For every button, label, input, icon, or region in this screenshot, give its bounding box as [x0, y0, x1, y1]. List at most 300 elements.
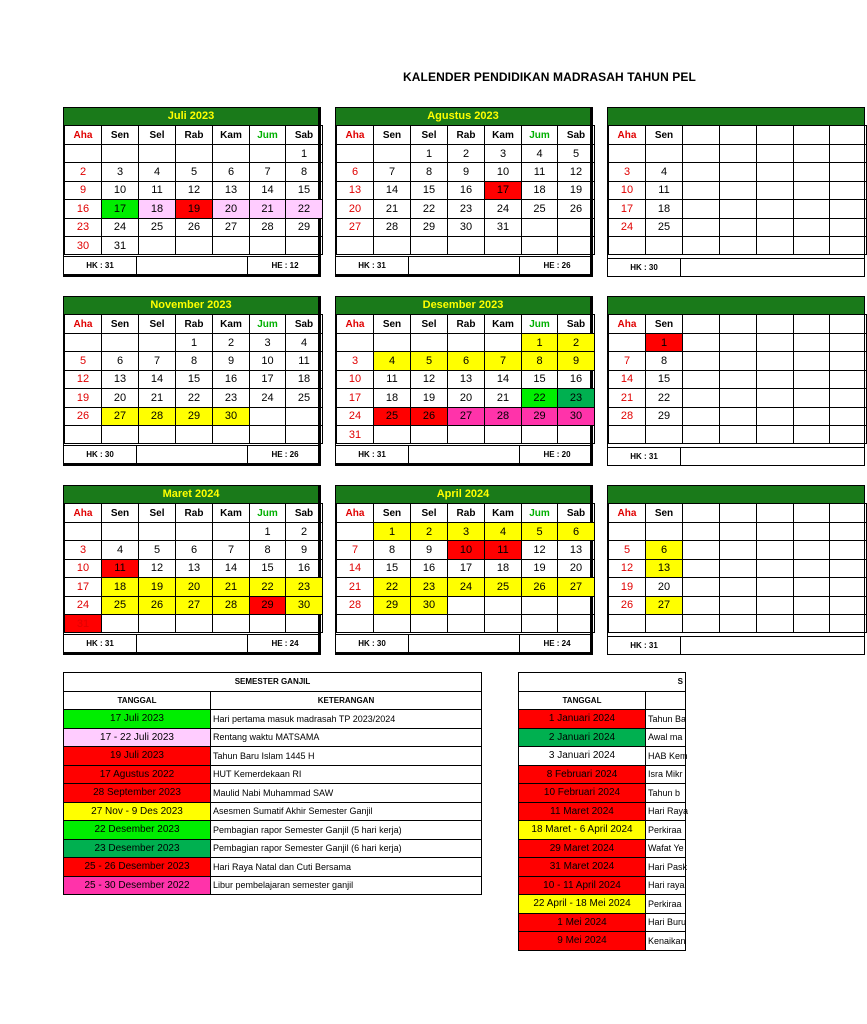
day-cell: 29	[522, 407, 558, 425]
day-cell	[757, 334, 794, 352]
day-cell: 12	[176, 181, 213, 199]
day-cell: 20	[213, 200, 250, 218]
day-cell: 14	[213, 559, 250, 577]
day-name-kam: Kam	[213, 315, 250, 334]
day-name-sel: Sel	[411, 504, 448, 523]
day-cell: 16	[411, 559, 448, 577]
day-cell: 22	[411, 200, 448, 218]
day-cell	[683, 596, 720, 614]
day-cell	[830, 370, 867, 388]
week-row	[65, 559, 323, 577]
day-cell: 6	[213, 163, 250, 181]
day-cell	[683, 181, 720, 199]
day-name-jum: Jum	[522, 126, 558, 145]
day-cell: 14	[250, 181, 286, 199]
event-row	[519, 747, 686, 766]
day-name-sen: Sen	[374, 315, 411, 334]
day-cell: 5	[558, 145, 595, 163]
day-cell: 15	[286, 181, 323, 199]
day-cell: 8	[411, 163, 448, 181]
day-cell	[830, 541, 867, 559]
day-name-kam	[757, 126, 794, 145]
event-description: Pembagian rapor Semester Ganjil (6 hari kerja)	[211, 839, 482, 858]
week-row	[609, 352, 867, 370]
month-title: April 2024	[336, 486, 590, 503]
day-cell: 5	[411, 352, 448, 370]
day-cell: 24	[448, 578, 485, 596]
day-cell	[250, 425, 286, 443]
week-row	[609, 218, 867, 236]
month-footer	[608, 636, 864, 654]
day-cell	[683, 145, 720, 163]
day-cell	[830, 181, 867, 199]
day-name-kam	[757, 315, 794, 334]
day-cell: 25	[485, 578, 522, 596]
day-name-rab	[720, 126, 757, 145]
day-cell	[720, 352, 757, 370]
event-row	[519, 821, 686, 840]
week-row	[65, 389, 323, 407]
event-date: 25 - 30 Desember 2022	[64, 876, 211, 895]
day-cell: 23	[558, 389, 595, 407]
day-cell: 1	[250, 523, 286, 541]
day-cell	[609, 145, 646, 163]
event-description: Tahun Baru Islam 1445 H	[211, 747, 482, 766]
day-name-sab	[830, 126, 867, 145]
event-row	[64, 710, 482, 729]
day-cell: 2	[286, 523, 323, 541]
day-cell: 8	[374, 541, 411, 559]
day-cell: 9	[411, 541, 448, 559]
day-cell	[830, 407, 867, 425]
day-name-sen: Sen	[646, 504, 683, 523]
week-row	[337, 541, 595, 559]
day-cell	[176, 614, 213, 632]
month-footer	[608, 258, 864, 276]
day-cell: 3	[250, 334, 286, 352]
day-cell: 9	[286, 541, 323, 559]
day-cell	[720, 596, 757, 614]
day-cell: 6	[176, 541, 213, 559]
day-cell	[757, 389, 794, 407]
day-cell: 17	[65, 578, 102, 596]
day-cell: 27	[102, 407, 139, 425]
day-cell: 24	[65, 596, 102, 614]
month-calendar-apr	[335, 485, 593, 655]
day-cell	[794, 425, 830, 443]
day-cell	[213, 523, 250, 541]
day-cell: 15	[374, 559, 411, 577]
day-name-aha: Aha	[65, 315, 102, 334]
day-cell	[102, 523, 139, 541]
day-cell	[411, 425, 448, 443]
event-date: 18 Maret - 6 April 2024	[519, 821, 646, 840]
week-row	[337, 218, 595, 236]
day-cell	[830, 578, 867, 596]
effective-school-days: HE : 20	[519, 446, 594, 463]
day-cell	[683, 425, 720, 443]
day-cell	[558, 218, 595, 236]
week-row	[337, 614, 595, 632]
day-cell	[213, 236, 250, 254]
day-cell	[830, 596, 867, 614]
day-cell	[830, 334, 867, 352]
day-cell: 12	[411, 370, 448, 388]
day-cell: 19	[609, 578, 646, 596]
effective-days-total: HK : 31	[64, 635, 137, 652]
day-name-sel: Sel	[411, 126, 448, 145]
day-cell: 13	[448, 370, 485, 388]
day-cell	[213, 614, 250, 632]
day-cell: 10	[448, 541, 485, 559]
day-cell	[757, 163, 794, 181]
day-cell: 8	[522, 352, 558, 370]
day-cell	[609, 614, 646, 632]
day-cell	[522, 236, 558, 254]
month-calendar-dec	[335, 296, 593, 466]
day-name-aha: Aha	[609, 126, 646, 145]
day-cell: 27	[646, 596, 683, 614]
event-date: 23 Desember 2023	[64, 839, 211, 858]
week-row	[65, 425, 323, 443]
day-cell	[485, 236, 522, 254]
week-row	[337, 370, 595, 388]
day-cell	[683, 218, 720, 236]
day-cell	[830, 523, 867, 541]
event-description: Tahun b	[646, 784, 686, 803]
day-cell	[830, 389, 867, 407]
event-row	[64, 765, 482, 784]
month-title: Desember 2023	[336, 297, 590, 314]
day-cell	[830, 614, 867, 632]
day-cell	[720, 578, 757, 596]
day-cell	[176, 145, 213, 163]
day-cell	[448, 236, 485, 254]
day-cell: 19	[65, 389, 102, 407]
day-cell	[176, 425, 213, 443]
day-cell	[646, 236, 683, 254]
day-cell	[411, 236, 448, 254]
event-date: 29 Maret 2024	[519, 839, 646, 858]
day-cell	[139, 236, 176, 254]
day-cell: 18	[286, 370, 323, 388]
day-cell	[337, 236, 374, 254]
day-cell: 29	[286, 218, 323, 236]
day-cell	[102, 334, 139, 352]
event-row	[519, 932, 686, 951]
day-name-sel	[683, 315, 720, 334]
day-cell	[830, 236, 867, 254]
day-cell: 18	[374, 389, 411, 407]
event-date: 1 Januari 2024	[519, 710, 646, 729]
month-grid	[64, 314, 323, 444]
day-name-jum: Jum	[250, 504, 286, 523]
day-cell	[830, 145, 867, 163]
day-cell: 3	[609, 163, 646, 181]
day-cell: 17	[609, 200, 646, 218]
day-name-kam: Kam	[213, 504, 250, 523]
day-cell: 12	[558, 163, 595, 181]
day-cell: 5	[522, 523, 558, 541]
day-name-sen: Sen	[102, 504, 139, 523]
day-cell: 10	[65, 559, 102, 577]
day-cell: 25	[522, 200, 558, 218]
week-row	[65, 352, 323, 370]
day-cell	[139, 334, 176, 352]
week-row	[65, 334, 323, 352]
effective-days-total: HK : 31	[608, 448, 681, 465]
day-cell: 11	[485, 541, 522, 559]
day-cell	[102, 145, 139, 163]
event-row	[64, 839, 482, 858]
day-cell: 18	[646, 200, 683, 218]
day-cell: 30	[65, 236, 102, 254]
event-row	[64, 784, 482, 803]
week-row	[337, 236, 595, 254]
week-row	[65, 181, 323, 199]
week-row	[65, 236, 323, 254]
week-row	[337, 407, 595, 425]
day-name-sab: Sab	[558, 315, 595, 334]
day-cell: 11	[522, 163, 558, 181]
effective-school-days: HE : 26	[247, 446, 322, 463]
week-row	[337, 163, 595, 181]
day-cell: 24	[609, 218, 646, 236]
day-cell: 10	[609, 181, 646, 199]
day-cell: 27	[337, 218, 374, 236]
day-cell: 4	[102, 541, 139, 559]
effective-school-days: HE : 26	[519, 257, 594, 274]
day-name-jum: Jum	[250, 126, 286, 145]
day-cell: 14	[485, 370, 522, 388]
day-cell: 15	[646, 370, 683, 388]
day-cell	[757, 218, 794, 236]
day-cell: 17	[250, 370, 286, 388]
day-cell	[485, 425, 522, 443]
day-cell	[794, 541, 830, 559]
event-date: 17 Agustus 2022	[64, 765, 211, 784]
day-cell: 3	[485, 145, 522, 163]
day-cell: 18	[522, 181, 558, 199]
week-row	[337, 596, 595, 614]
week-row	[609, 596, 867, 614]
day-cell	[757, 407, 794, 425]
day-name-rab: Rab	[176, 504, 213, 523]
day-cell: 20	[337, 200, 374, 218]
day-name-sab: Sab	[558, 504, 595, 523]
day-cell: 12	[609, 559, 646, 577]
day-cell	[139, 614, 176, 632]
day-cell: 15	[522, 370, 558, 388]
day-cell: 6	[102, 352, 139, 370]
day-cell	[448, 425, 485, 443]
event-description: HUT Kemerdekaan RI	[211, 765, 482, 784]
day-cell	[139, 523, 176, 541]
event-row	[64, 821, 482, 840]
day-cell: 30	[448, 218, 485, 236]
day-name-sel: Sel	[411, 315, 448, 334]
day-cell: 8	[286, 163, 323, 181]
day-cell	[757, 541, 794, 559]
day-cell	[757, 352, 794, 370]
effective-school-days: HE : 24	[519, 635, 594, 652]
day-cell: 20	[176, 578, 213, 596]
event-date: 11 Maret 2024	[519, 802, 646, 821]
semester-genap-table	[518, 672, 689, 951]
day-cell	[683, 334, 720, 352]
day-cell: 7	[250, 163, 286, 181]
day-cell: 11	[102, 559, 139, 577]
month-calendar-aug	[335, 107, 593, 277]
day-cell	[720, 559, 757, 577]
day-cell: 19	[411, 389, 448, 407]
day-cell	[683, 236, 720, 254]
day-cell	[720, 163, 757, 181]
day-cell: 22	[176, 389, 213, 407]
day-cell	[757, 578, 794, 596]
column-header-description	[646, 691, 686, 710]
month-footer	[336, 634, 590, 652]
day-cell	[757, 523, 794, 541]
day-name-sab	[830, 315, 867, 334]
day-cell: 26	[139, 596, 176, 614]
day-cell: 6	[337, 163, 374, 181]
day-cell: 4	[646, 163, 683, 181]
day-cell: 11	[139, 181, 176, 199]
day-cell	[374, 425, 411, 443]
day-cell	[337, 334, 374, 352]
day-cell: 29	[411, 218, 448, 236]
effective-days-total: HK : 30	[608, 259, 681, 276]
day-cell: 10	[485, 163, 522, 181]
month-title: Maret 2024	[64, 486, 318, 503]
day-cell: 27	[213, 218, 250, 236]
day-cell: 26	[609, 596, 646, 614]
day-cell: 21	[485, 389, 522, 407]
week-row	[65, 145, 323, 163]
day-cell: 30	[213, 407, 250, 425]
day-cell: 14	[609, 370, 646, 388]
day-cell: 29	[646, 407, 683, 425]
day-cell	[830, 425, 867, 443]
day-cell: 17	[485, 181, 522, 199]
event-date: 31 Maret 2024	[519, 858, 646, 877]
event-date: 22 April - 18 Mei 2024	[519, 895, 646, 914]
day-cell	[286, 425, 323, 443]
day-cell: 14	[139, 370, 176, 388]
day-cell	[286, 236, 323, 254]
event-row	[519, 710, 686, 729]
month-footer	[336, 256, 590, 274]
day-cell: 21	[250, 200, 286, 218]
day-cell	[448, 596, 485, 614]
day-cell: 10	[102, 181, 139, 199]
day-cell: 22	[522, 389, 558, 407]
event-description: Hari Pask	[646, 858, 686, 877]
day-cell: 1	[646, 334, 683, 352]
day-cell	[830, 218, 867, 236]
day-cell	[794, 236, 830, 254]
day-cell: 16	[448, 181, 485, 199]
event-description: HAB Kem	[646, 747, 686, 766]
day-cell	[794, 218, 830, 236]
day-cell: 28	[609, 407, 646, 425]
day-cell	[794, 145, 830, 163]
day-name-aha: Aha	[609, 504, 646, 523]
day-cell: 5	[176, 163, 213, 181]
day-cell: 21	[213, 578, 250, 596]
day-cell	[720, 407, 757, 425]
day-cell	[794, 352, 830, 370]
day-cell	[522, 614, 558, 632]
day-cell	[683, 370, 720, 388]
day-cell: 15	[176, 370, 213, 388]
week-row	[65, 200, 323, 218]
event-description: Maulid Nabi Muhammad SAW	[211, 784, 482, 803]
day-cell: 4	[286, 334, 323, 352]
day-cell: 5	[139, 541, 176, 559]
event-date: 17 Juli 2023	[64, 710, 211, 729]
day-name-sab: Sab	[286, 315, 323, 334]
day-cell: 4	[522, 145, 558, 163]
event-description: Wafat Ye	[646, 839, 686, 858]
day-cell: 16	[286, 559, 323, 577]
day-cell: 8	[646, 352, 683, 370]
day-cell: 26	[558, 200, 595, 218]
event-description: Libur pembelajaran semester ganjil	[211, 876, 482, 895]
day-cell: 7	[609, 352, 646, 370]
day-name-sab	[830, 504, 867, 523]
week-row	[65, 218, 323, 236]
effective-days-total: HK : 30	[336, 635, 409, 652]
month-calendar-may	[607, 485, 865, 655]
day-cell: 4	[139, 163, 176, 181]
day-cell: 28	[250, 218, 286, 236]
day-cell: 30	[411, 596, 448, 614]
day-cell: 30	[286, 596, 323, 614]
day-name-aha: Aha	[337, 126, 374, 145]
event-row	[64, 747, 482, 766]
day-cell: 20	[646, 578, 683, 596]
day-cell: 19	[139, 578, 176, 596]
day-cell: 28	[337, 596, 374, 614]
event-row	[519, 913, 686, 932]
event-description: Hari Raya Natal dan Cuti Bersama	[211, 858, 482, 877]
day-cell	[558, 596, 595, 614]
day-cell	[448, 614, 485, 632]
event-description: Hari pertama masuk madrasah TP 2023/2024	[211, 710, 482, 729]
event-date: 1 Mei 2024	[519, 913, 646, 932]
day-cell	[176, 523, 213, 541]
day-cell	[757, 200, 794, 218]
month-grid	[608, 503, 867, 633]
event-description: Rentang waktu MATSAMA	[211, 728, 482, 747]
day-cell	[794, 614, 830, 632]
event-date: 9 Mei 2024	[519, 932, 646, 951]
event-description: Awal ma	[646, 728, 686, 747]
event-row	[64, 728, 482, 747]
day-cell: 2	[411, 523, 448, 541]
day-cell: 6	[646, 541, 683, 559]
day-cell	[683, 614, 720, 632]
week-row	[609, 425, 867, 443]
day-cell: 27	[176, 596, 213, 614]
event-row	[519, 728, 686, 747]
month-calendar-jan	[607, 296, 865, 466]
semester-ganjil-table	[63, 672, 482, 895]
day-cell	[522, 218, 558, 236]
week-row	[65, 541, 323, 559]
